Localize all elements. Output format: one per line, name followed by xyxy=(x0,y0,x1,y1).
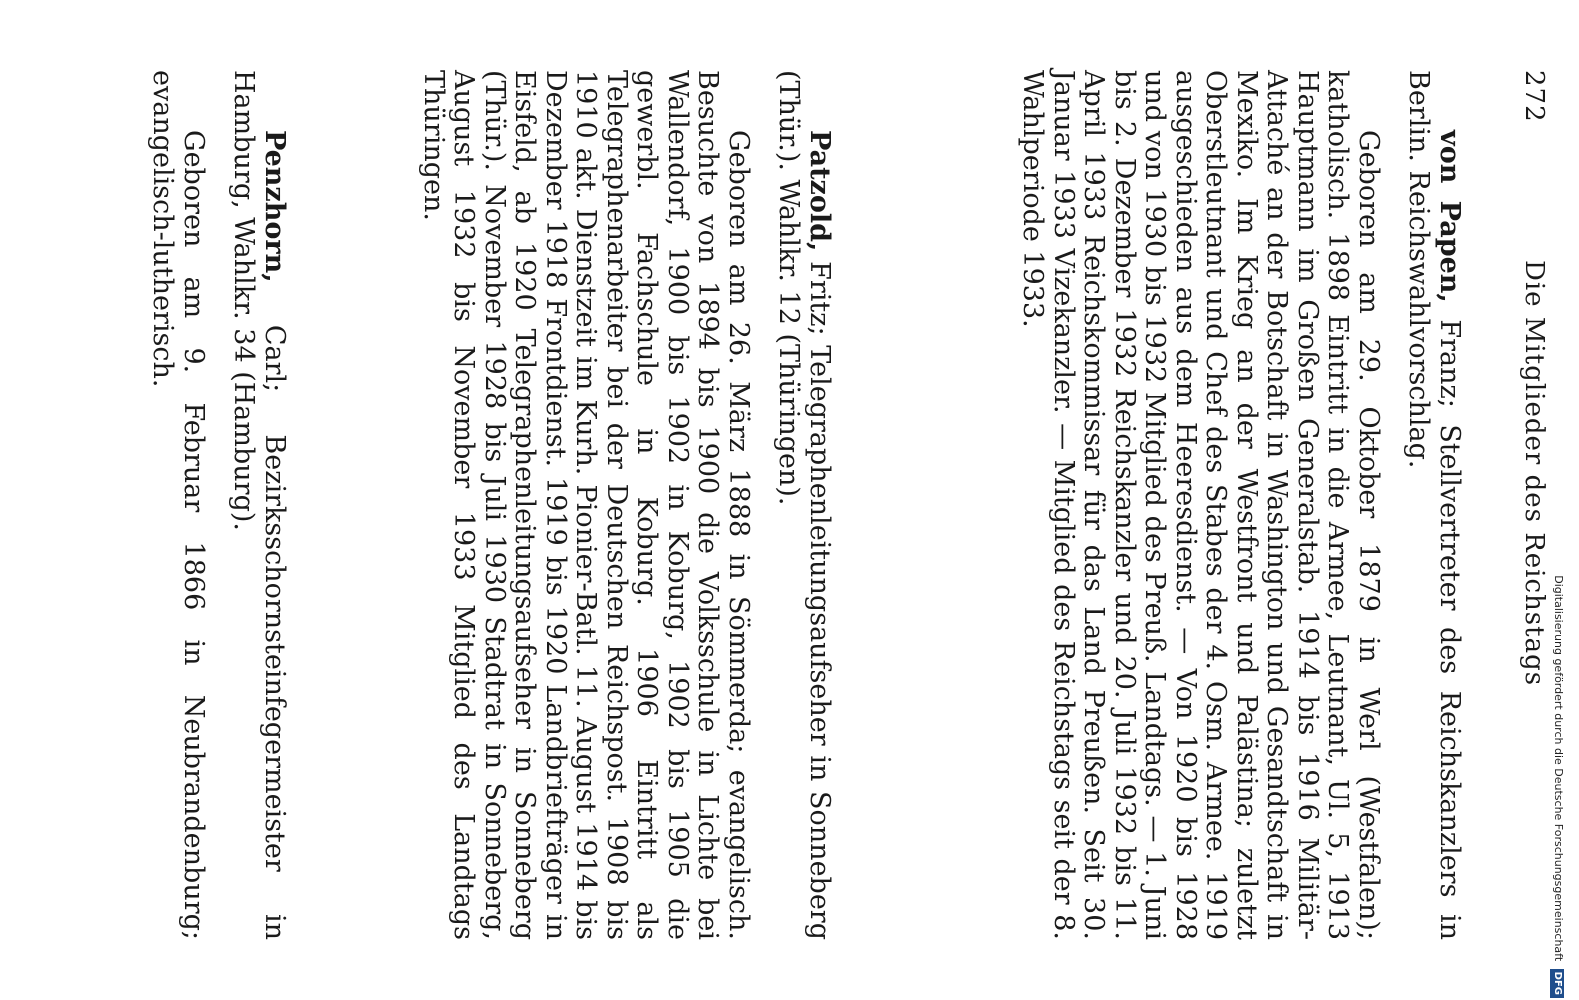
running-title: Die Mitglieder des Reichstags xyxy=(1519,260,1549,687)
biography-entry-papen xyxy=(1017,70,1464,940)
entry-name: Patzold, xyxy=(804,130,835,252)
page-number: 272 xyxy=(1519,70,1549,123)
entry-biography: Geboren am 29. Oktober 1879 in Werl (Westfalen); katholisch. 1898 Eintritt in die Armee, Leutnant, Ul. 5, 1913 Hauptmann im Großen Generalstab. 1914 bis 1916 Militär-Attaché an der Botschaft in Washington und Gesandtschaft in Mexiko. Im Krieg an der Westfront und Palästina; zuletzt Oberstleutnant und Chef des Stabes der 4. Osm. Armee. 1919 ausgeschieden aus dem Heeresdienst. — Von 1920 bis 1928 und von 1930 bis 1932 Mitglied des Preuß. Landtags. — 1. Juni bis 2. Dezember 1932 Reichskanzler und 20. Juli 1932 bis 11. April 1933 Reichskommissar für das Land Preußen. Seit 30. Januar 1933 Vizekanzler. — Mitglied des Reichstags seit der 8. Wahlperiode 1933. xyxy=(1017,70,1384,940)
entry-heading-text: Fritz; Telegraphenleitungsaufseher in Sonneberg (Thür.). Wahlkr. 12 (Thüringen). xyxy=(773,70,835,940)
biography-entry-patzold xyxy=(418,70,835,940)
entry-heading xyxy=(1403,70,1464,940)
entry-heading-text: Franz; Stellvertreter des Reichskanzlers in Berlin. Reichswahlvorschlag. xyxy=(1403,70,1465,940)
digitization-note: Digitalisierung gefördert durch die Deutsche Forschungsgemeinschaft xyxy=(1552,575,1565,962)
dfg-logo: DFG xyxy=(1550,969,1564,998)
entry-biography: Geboren am 9. Februar 1866 in Neubrandenburg; evangelisch-lutherisch. xyxy=(147,70,209,940)
entry-biography: Geboren am 26. März 1888 in Sömmerda; evangelisch. Besuchte von 1894 bis 1900 die Volksschule in Lichte bei Wallendorf, 1900 bis 1902 in Koburg, 1902 bis 1905 die gewerbl. Fachschule in Koburg. 1906 Eintritt als Telegraphenarbeiter bei der Deutschen Reichspost. 1908 bis 1910 akt. Dienstzeit im Kurh. Pionier-Batl. 11. August 1914 bis Dezember 1918 Frontdienst. 1919 bis 1920 Landbriefträger in Eisfeld, ab 1920 Telegraphenleitungsaufseher in Sonneberg (Thür.). November 1928 bis Juli 1930 Stadtrat in Sonneberg, August 1932 bis November 1933 Mitglied des Landtags Thüringen. xyxy=(418,70,754,940)
entry-heading-text: Carl; Bezirksschornsteinfegermeister in Hamburg, Wahlkr. 34 (Hamburg). xyxy=(228,70,290,940)
page-header xyxy=(1509,70,1549,970)
biography-entry-penzhorn xyxy=(147,70,289,940)
entry-name: Penzhorn, xyxy=(259,130,290,283)
entry-heading xyxy=(228,70,289,940)
entry-name: von Papen, xyxy=(1434,130,1465,303)
entry-heading xyxy=(773,70,834,940)
digitization-footer xyxy=(1548,8,1568,998)
